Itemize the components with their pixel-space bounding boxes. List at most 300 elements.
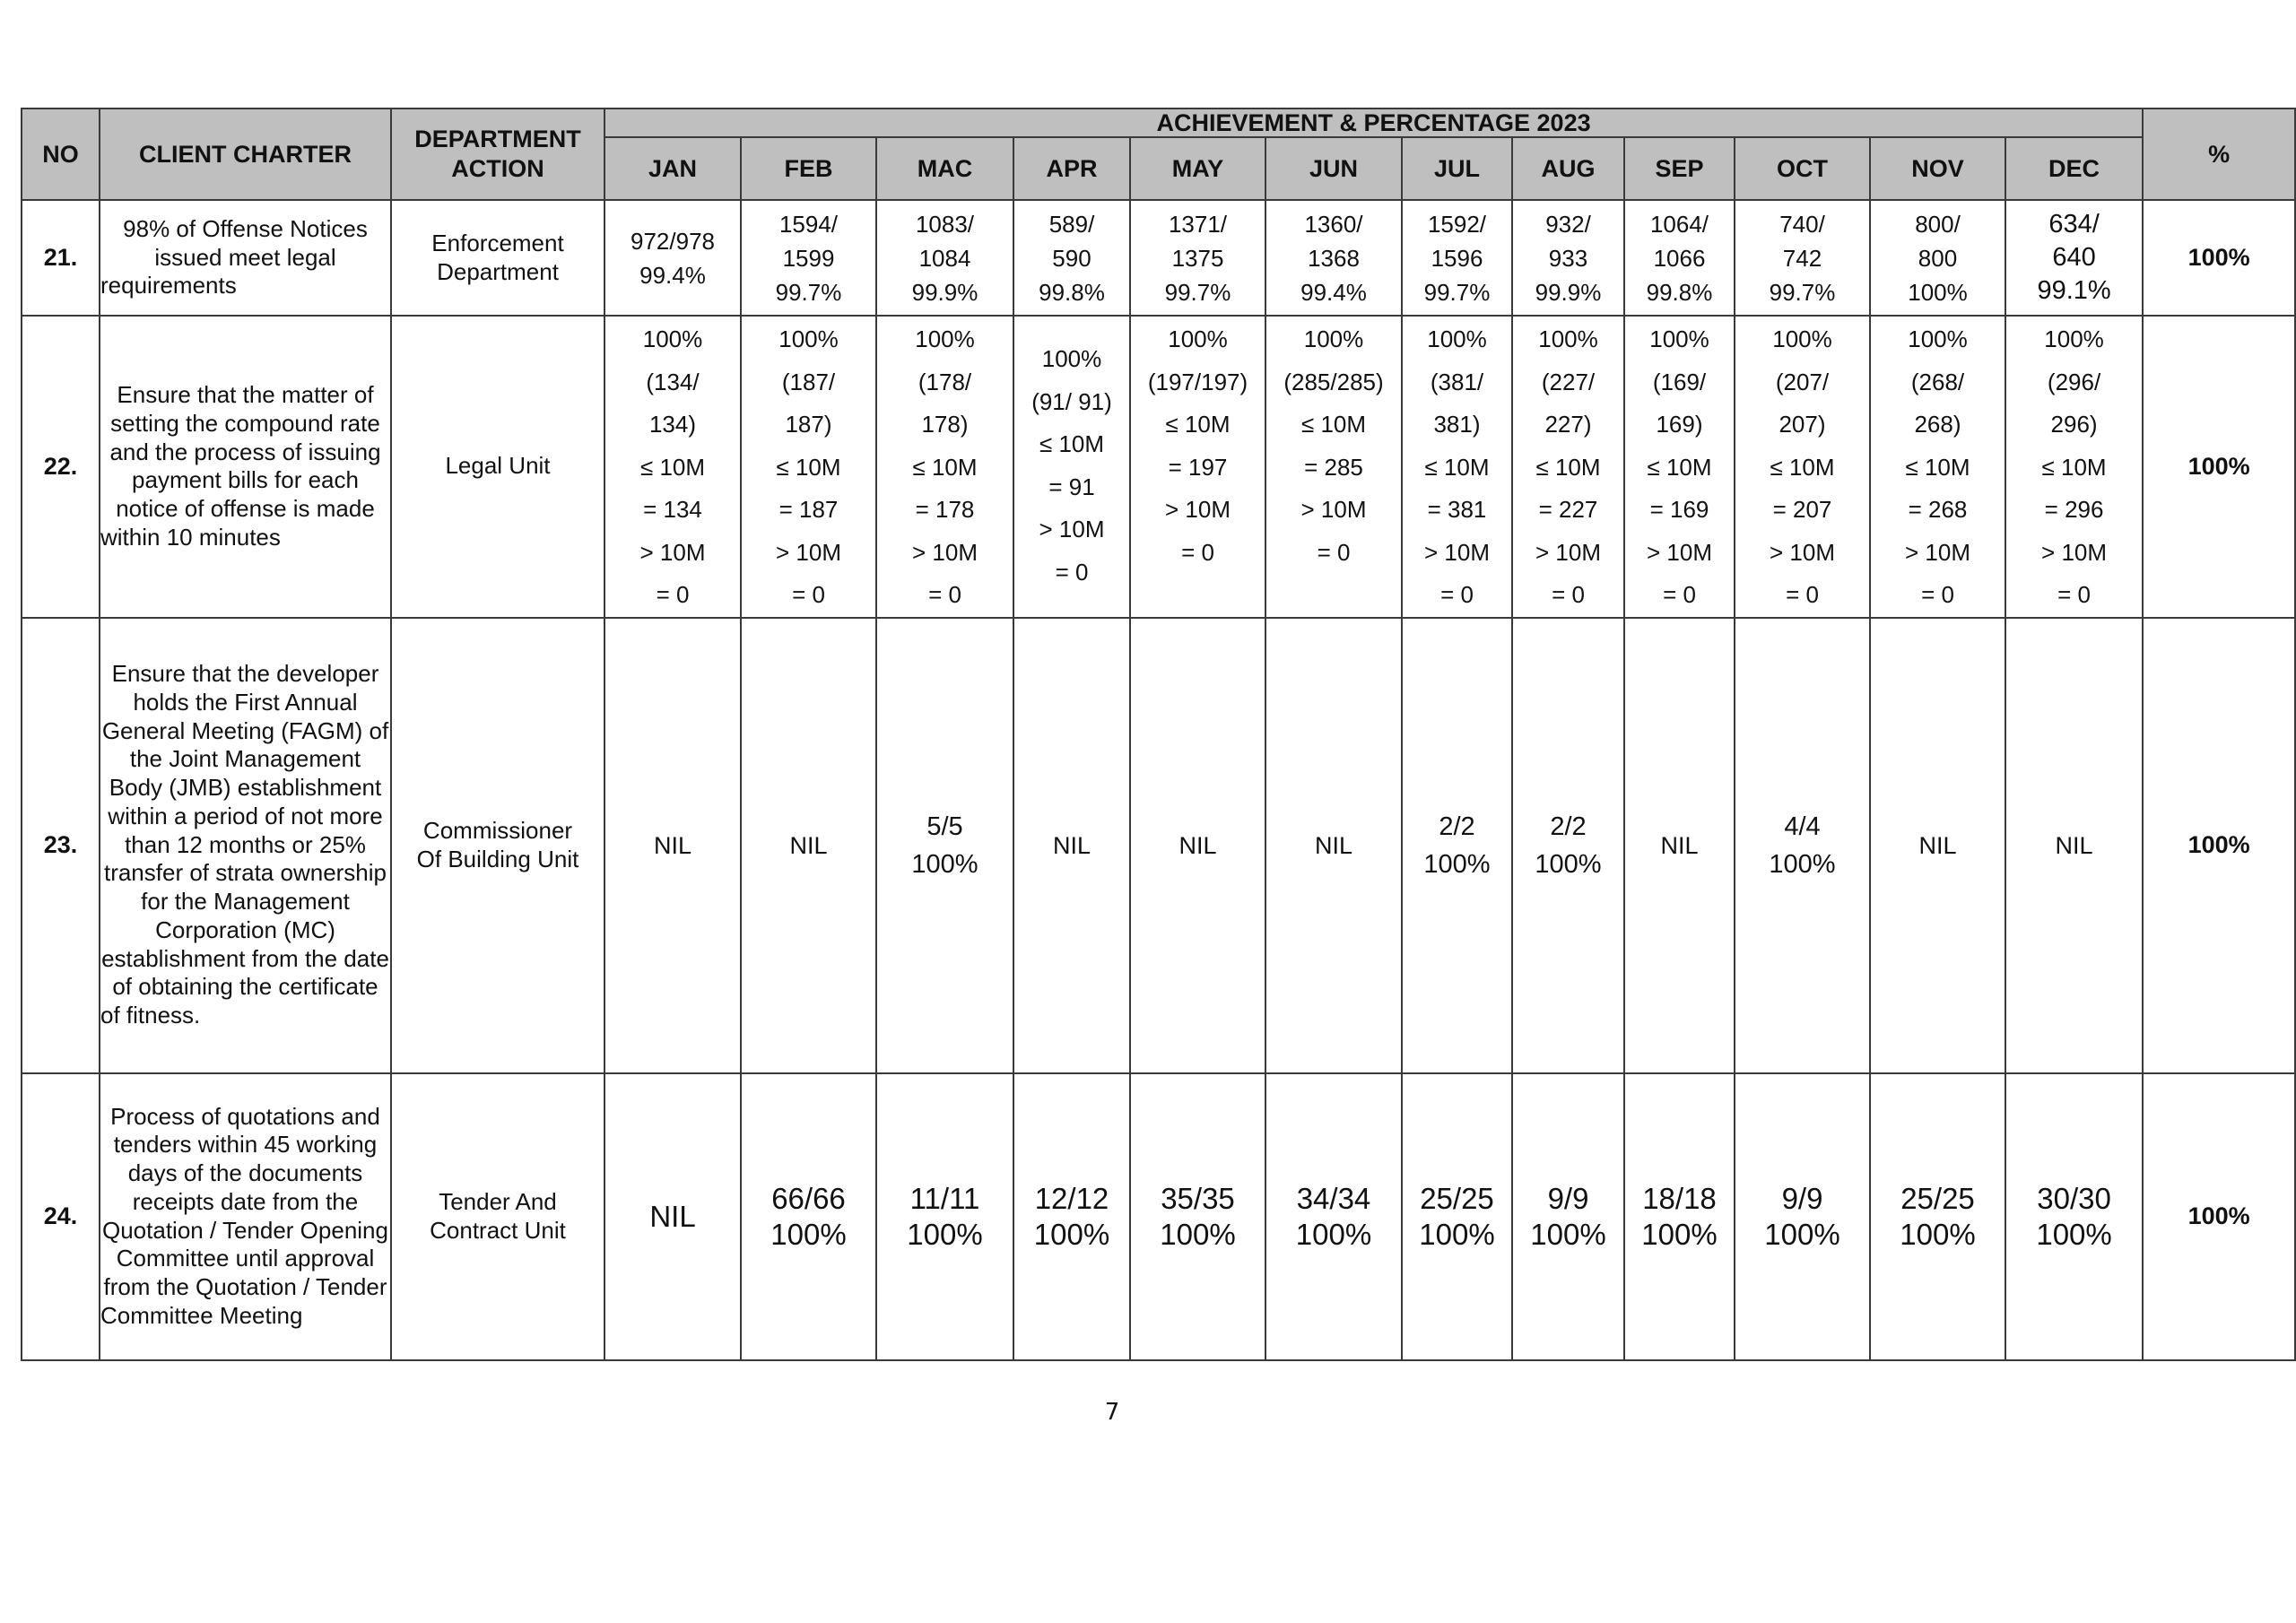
cell-line: 268) <box>1914 411 1961 438</box>
cell-line: 296) <box>2050 411 2098 438</box>
cell-line: 99.4% <box>1300 278 1367 306</box>
month-cell-sep <box>1624 316 1735 618</box>
cell-line: 99.1% <box>2037 276 2111 305</box>
cell-line: 100% <box>1168 325 1228 352</box>
month-cell-mac <box>876 618 1013 1073</box>
cell-line: 100% <box>1419 1217 1495 1251</box>
client-charter-cell: Ensure that the matter of setting the compound rate and the process of issuing payment bills for each notice of offense is made within 10 minutes <box>100 316 391 618</box>
row-number: 24. <box>22 1073 100 1360</box>
cell-line: 99.7% <box>1423 278 1491 306</box>
cell-line: = 0 <box>928 581 961 608</box>
client-charter-table <box>21 108 2296 1361</box>
table-row <box>22 316 2295 618</box>
header-month-dec: DEC <box>2005 137 2143 200</box>
row-number: 22. <box>22 316 100 618</box>
cell-line: 100% <box>1649 325 1709 352</box>
cell-line: 100% <box>911 849 978 879</box>
cell-line: 100% <box>1908 278 1968 306</box>
month-cell-aug <box>1512 316 1624 618</box>
cell-line: ≤ 10M <box>776 453 841 481</box>
cell-value <box>877 318 1013 617</box>
table-body <box>22 200 2295 1360</box>
cell-value <box>1735 207 1869 309</box>
month-cell-jul <box>1402 316 1512 618</box>
cell-line: 381) <box>1433 411 1481 438</box>
month-cell-jan <box>604 316 741 618</box>
cell-line: = 91 <box>1048 473 1095 500</box>
month-cell-aug <box>1512 1073 1624 1360</box>
cell-line: (178/ <box>918 368 972 395</box>
month-cell-dec <box>2005 200 2143 316</box>
header-month-aug: AUG <box>1512 137 1624 200</box>
cell-line: 99.7% <box>1164 278 1231 306</box>
cell-line: (285/285) <box>1283 368 1384 395</box>
cell-line: 1066 <box>1653 244 1706 272</box>
cell-line: 800/ <box>1915 210 1961 238</box>
cell-line: 34/34 <box>1296 1181 1371 1215</box>
header-month-may: MAY <box>1130 137 1265 200</box>
cell-value <box>605 1199 740 1235</box>
month-cell-apr <box>1013 316 1130 618</box>
cell-value <box>1871 1181 2005 1253</box>
cell-line: NIL <box>649 1199 696 1233</box>
cell-value <box>2006 827 2142 864</box>
cell-line: 99.7% <box>775 278 842 306</box>
cell-value <box>1131 207 1265 309</box>
cell-line: NIL <box>653 831 692 859</box>
header-client-charter: CLIENT CHARTER <box>100 108 391 200</box>
cell-line: = 207 <box>1772 496 1832 523</box>
cell-value <box>1513 808 1623 883</box>
cell-value <box>1266 827 1401 864</box>
cell-line: 9/9 <box>1547 1181 1589 1215</box>
cell-value <box>1014 207 1129 309</box>
cell-line: = 187 <box>778 496 839 523</box>
department-line: Enforcement <box>431 229 564 256</box>
cell-value <box>742 827 875 864</box>
cell-line: ≤ 10M <box>912 453 978 481</box>
month-cell-aug <box>1512 200 1624 316</box>
cell-value <box>1131 827 1265 864</box>
cell-line: 1596 <box>1431 244 1483 272</box>
month-cell-feb <box>741 200 876 316</box>
month-cell-oct <box>1735 316 1870 618</box>
cell-line: = 0 <box>1663 581 1696 608</box>
header-department-action <box>391 108 604 200</box>
cell-value <box>1014 1181 1129 1253</box>
cell-line: 2/2 <box>1439 812 1475 841</box>
month-cell-may <box>1130 316 1265 618</box>
month-cell-dec <box>2005 1073 2143 1360</box>
cell-value <box>605 318 740 617</box>
cell-value <box>1403 1181 1511 1253</box>
month-cell-may <box>1130 618 1265 1073</box>
cell-line: 18/18 <box>1642 1181 1717 1215</box>
cell-line: 634/ <box>2048 210 2100 239</box>
department-cell <box>391 316 604 618</box>
cell-line: NIL <box>1052 831 1091 859</box>
month-cell-may <box>1130 1073 1265 1360</box>
cell-value <box>2006 208 2142 308</box>
cell-line: 589/ <box>1048 210 1095 238</box>
cell-line: = 0 <box>1317 538 1351 566</box>
cell-line: 742 <box>1782 244 1822 272</box>
header-percent: % <box>2143 108 2295 200</box>
cell-line: = 296 <box>2044 496 2104 523</box>
cell-line: 1375 <box>1171 244 1224 272</box>
cell-line: 100% <box>1641 1217 1718 1251</box>
department-cell <box>391 1073 604 1360</box>
cell-line: > 10M <box>1905 538 1970 566</box>
cell-line: 100% <box>1160 1217 1236 1251</box>
client-charter-cell: 98% of Offense Notices issued meet legal requirements <box>100 200 391 316</box>
cell-line: 1592/ <box>1427 210 1487 238</box>
cell-value <box>1513 207 1623 309</box>
cell-line: > 10M <box>1039 516 1105 542</box>
cell-line: = 0 <box>1181 538 1214 566</box>
total-percent-cell: 100% <box>2143 618 2295 1073</box>
cell-line: 100% <box>642 325 703 352</box>
cell-value <box>1735 318 1869 617</box>
month-cell-sep <box>1624 200 1735 316</box>
month-cell-jul <box>1402 1073 1512 1360</box>
cell-line: (227/ <box>1541 368 1596 395</box>
cell-value <box>742 1181 875 1253</box>
cell-line: 9/9 <box>1781 1181 1823 1215</box>
cell-line: 100% <box>1538 325 1598 352</box>
month-cell-mac <box>876 316 1013 618</box>
row-number: 21. <box>22 200 100 316</box>
cell-line: (296/ <box>2047 368 2101 395</box>
header-achievement-group: ACHIEVEMENT & PERCENTAGE 2023 <box>604 108 2143 137</box>
cell-line: 100% <box>1303 325 1364 352</box>
department-line: Department <box>437 257 559 285</box>
cell-value <box>877 207 1013 309</box>
cell-line: 100% <box>1423 849 1491 879</box>
cell-line: NIL <box>2055 831 2093 859</box>
month-cell-jan <box>604 200 741 316</box>
cell-line: ≤ 10M <box>1905 453 1970 481</box>
header-month-mac: MAC <box>876 137 1013 200</box>
cell-line: 100% <box>2044 325 2104 352</box>
header-month-oct: OCT <box>1735 137 1870 200</box>
cell-line: 100% <box>1764 1217 1840 1251</box>
cell-line: 66/66 <box>771 1181 846 1215</box>
cell-line: 227) <box>1544 411 1592 438</box>
cell-line: = 134 <box>643 496 702 523</box>
department-cell <box>391 200 604 316</box>
cell-line: 100% <box>1295 1217 1372 1251</box>
header-month-feb: FEB <box>741 137 876 200</box>
cell-value <box>1625 827 1734 864</box>
cell-line: (197/197) <box>1147 368 1248 395</box>
cell-value <box>1403 318 1511 617</box>
total-percent-cell: 100% <box>2143 200 2295 316</box>
cell-line: = 0 <box>1440 581 1474 608</box>
month-cell-feb <box>741 316 876 618</box>
month-cell-jun <box>1265 1073 1402 1360</box>
month-cell-jun <box>1265 618 1402 1073</box>
cell-line: 1083/ <box>915 210 975 238</box>
cell-value <box>1871 318 2005 617</box>
table-row <box>22 618 2295 1073</box>
month-cell-aug <box>1512 618 1624 1073</box>
cell-line: 11/11 <box>909 1181 980 1215</box>
cell-line: = 0 <box>792 581 825 608</box>
cell-value <box>1625 207 1734 309</box>
month-cell-jun <box>1265 200 1402 316</box>
cell-value <box>877 808 1013 883</box>
cell-line: = 227 <box>1538 496 1598 523</box>
cell-line: (91/ 91) <box>1031 387 1112 415</box>
cell-line: (268/ <box>1910 368 1965 395</box>
cell-value <box>1735 1181 1869 1253</box>
cell-value <box>742 318 875 617</box>
cell-line: 25/25 <box>1900 1181 1975 1215</box>
header-month-jul: JUL <box>1402 137 1512 200</box>
cell-line: (207/ <box>1775 368 1830 395</box>
cell-line: = 285 <box>1304 453 1363 481</box>
cell-line: 1084 <box>918 244 971 272</box>
cell-line: = 169 <box>1649 496 1709 523</box>
month-cell-sep <box>1624 1073 1735 1360</box>
cell-value <box>1513 318 1623 617</box>
cell-line: > 10M <box>639 538 706 566</box>
cell-line: 12/12 <box>1034 1181 1109 1215</box>
cell-line: > 10M <box>1770 538 1835 566</box>
cell-value <box>1266 207 1401 309</box>
cell-line: 1368 <box>1308 244 1360 272</box>
month-cell-mac <box>876 1073 1013 1360</box>
month-cell-oct <box>1735 1073 1870 1360</box>
table-row <box>22 200 2295 316</box>
cell-line: = 0 <box>1786 581 1819 608</box>
cell-line: 100% <box>915 325 975 352</box>
month-cell-dec <box>2005 316 2143 618</box>
cell-line: 99.9% <box>911 278 978 306</box>
cell-line: 1371/ <box>1168 210 1228 238</box>
header-department-line1: DEPARTMENT <box>414 126 581 153</box>
cell-line: 590 <box>1052 244 1091 272</box>
cell-value <box>605 827 740 864</box>
department-line: Contract Unit <box>430 1216 566 1244</box>
cell-line: = 0 <box>2057 581 2091 608</box>
month-cell-jul <box>1402 618 1512 1073</box>
cell-line: 1599 <box>782 244 835 272</box>
month-cell-oct <box>1735 200 1870 316</box>
cell-line: = 0 <box>656 581 690 608</box>
cell-line: 99.4% <box>639 261 706 289</box>
cell-line: = 197 <box>1168 453 1228 481</box>
cell-line: NIL <box>1314 831 1353 859</box>
cell-line: 1594/ <box>778 210 839 238</box>
header-month-sep: SEP <box>1624 137 1735 200</box>
cell-line: ≤ 10M <box>1300 411 1367 438</box>
cell-line: 100% <box>770 1217 847 1251</box>
month-cell-nov <box>1870 1073 2005 1360</box>
cell-line: 187) <box>785 411 832 438</box>
cell-line: 740/ <box>1779 210 1825 238</box>
cell-line: > 10M <box>1300 496 1367 523</box>
cell-line: ≤ 10M <box>1647 453 1712 481</box>
cell-value <box>2006 1181 2142 1253</box>
month-cell-feb <box>741 1073 876 1360</box>
cell-line: (134/ <box>646 368 700 395</box>
cell-line: 100% <box>1900 1217 1976 1251</box>
cell-line: 800 <box>1918 244 1958 272</box>
cell-line: 134) <box>648 411 697 438</box>
cell-line: 178) <box>921 411 969 438</box>
cell-line: 1064/ <box>1649 210 1709 238</box>
month-cell-feb <box>741 618 876 1073</box>
header-no: NO <box>22 108 100 200</box>
cell-line: 100% <box>1530 1217 1606 1251</box>
department-line: Of Building Unit <box>416 845 579 872</box>
table-header <box>22 108 2295 200</box>
month-cell-may <box>1130 200 1265 316</box>
cell-value <box>1131 318 1265 574</box>
cell-line: 100% <box>907 1217 983 1251</box>
month-cell-nov <box>1870 316 2005 618</box>
cell-value <box>1131 1181 1265 1253</box>
client-charter-cell: Ensure that the developer holds the First Annual General Meeting (FAGM) of the Joint Management Body (JMB) establishment within a period of not more than 12 months or 25% transfer of strata ownership for the Management Corporation (MC) establishment from the date of obtaining the certificate of fitness. <box>100 618 391 1073</box>
cell-line: = 0 <box>1055 558 1089 586</box>
month-cell-dec <box>2005 618 2143 1073</box>
header-row-1 <box>22 108 2295 137</box>
cell-line: 100% <box>778 325 839 352</box>
cell-line: = 0 <box>1552 581 1585 608</box>
header-month-jun: JUN <box>1265 137 1402 200</box>
cell-value <box>742 207 875 309</box>
cell-value <box>1266 1181 1401 1253</box>
cell-line: 30/30 <box>2037 1181 2111 1215</box>
cell-line: = 381 <box>1427 496 1487 523</box>
page-number: 7 <box>1104 1399 1120 1426</box>
cell-line: 100% <box>1908 325 1968 352</box>
total-percent-cell: 100% <box>2143 1073 2295 1360</box>
cell-line: 99.9% <box>1535 278 1602 306</box>
cell-line: = 268 <box>1908 496 1968 523</box>
cell-line: 1360/ <box>1304 210 1363 238</box>
cell-line: (187/ <box>781 368 836 395</box>
month-cell-nov <box>1870 618 2005 1073</box>
cell-line: NIL <box>1178 831 1217 859</box>
cell-line: 169) <box>1656 411 1703 438</box>
header-month-jan: JAN <box>604 137 741 200</box>
month-cell-jan <box>604 618 741 1073</box>
cell-line: 100% <box>1041 345 1102 372</box>
month-cell-apr <box>1013 1073 1130 1360</box>
cell-line: ≤ 10M <box>639 453 706 481</box>
client-charter-cell: Process of quotations and tenders within 45 working days of the documents receipts date from the Quotation / Tender Opening Committee until approval from the Quotation / Tender Committee Meeting <box>100 1073 391 1360</box>
cell-value <box>1871 207 2005 309</box>
cell-line: 35/35 <box>1161 1181 1235 1215</box>
month-cell-jun <box>1265 316 1402 618</box>
cell-value <box>1266 318 1401 574</box>
month-cell-apr <box>1013 618 1130 1073</box>
cell-line: NIL <box>1660 831 1699 859</box>
month-cell-jan <box>604 1073 741 1360</box>
cell-line: 99.7% <box>1769 278 1836 306</box>
department-cell <box>391 618 604 1073</box>
cell-line: 100% <box>1427 325 1487 352</box>
month-cell-nov <box>1870 200 2005 316</box>
cell-value <box>1871 827 2005 864</box>
month-cell-sep <box>1624 618 1735 1073</box>
cell-line: > 10M <box>2041 538 2108 566</box>
cell-line: 2/2 <box>1550 812 1587 841</box>
cell-line: 207) <box>1779 411 1826 438</box>
cell-line: 100% <box>2036 1217 2112 1251</box>
cell-line: 99.8% <box>1039 278 1105 306</box>
cell-line: (381/ <box>1430 368 1484 395</box>
cell-value <box>1014 318 1129 594</box>
cell-line: 25/25 <box>1420 1181 1494 1215</box>
cell-value <box>1403 207 1511 309</box>
cell-line: 972/978 <box>631 227 715 255</box>
month-cell-oct <box>1735 618 1870 1073</box>
cell-line: ≤ 10M <box>2041 453 2107 481</box>
header-department-line2: ACTION <box>451 155 544 182</box>
cell-line: ≤ 10M <box>1039 430 1105 457</box>
month-cell-mac <box>876 200 1013 316</box>
cell-line: ≤ 10M <box>1424 453 1490 481</box>
department-line: Legal Unit <box>445 452 551 480</box>
cell-line: > 10M <box>912 538 978 566</box>
cell-line: > 10M <box>1535 538 1601 566</box>
cell-line: > 10M <box>1165 496 1231 523</box>
cell-value <box>1014 827 1129 864</box>
row-number: 23. <box>22 618 100 1073</box>
cell-line: 100% <box>1772 325 1832 352</box>
cell-line: 932/ <box>1545 210 1591 238</box>
cell-line: 4/4 <box>1784 812 1821 841</box>
cell-value <box>1735 808 1869 883</box>
cell-line: 640 <box>2052 243 2096 272</box>
cell-line: NIL <box>789 831 828 859</box>
cell-line: ≤ 10M <box>1535 453 1601 481</box>
cell-line: 99.8% <box>1646 278 1713 306</box>
cell-line: 100% <box>1033 1217 1110 1251</box>
department-line: Commissioner <box>422 816 573 844</box>
cell-line: = 0 <box>1921 581 1954 608</box>
cell-line: (169/ <box>1652 368 1707 395</box>
department-line: Tender And <box>439 1187 557 1215</box>
cell-line: > 10M <box>1424 538 1490 566</box>
month-cell-jul <box>1402 200 1512 316</box>
cell-value <box>877 1181 1013 1253</box>
cell-line: = 178 <box>915 496 975 523</box>
total-percent-cell: 100% <box>2143 316 2295 618</box>
cell-line: 5/5 <box>926 812 963 841</box>
month-cell-apr <box>1013 200 1130 316</box>
cell-line: 100% <box>1535 849 1602 879</box>
cell-line: 100% <box>1769 849 1836 879</box>
cell-value <box>1625 318 1734 617</box>
cell-value <box>1625 1181 1734 1253</box>
header-month-nov: NOV <box>1870 137 2005 200</box>
cell-value <box>1513 1181 1623 1253</box>
table-row <box>22 1073 2295 1360</box>
cell-value <box>1403 808 1511 883</box>
cell-line: NIL <box>1918 831 1957 859</box>
header-month-apr: APR <box>1013 137 1130 200</box>
cell-value <box>605 224 740 292</box>
cell-line: > 10M <box>776 538 841 566</box>
cell-line: ≤ 10M <box>1165 411 1231 438</box>
cell-value <box>2006 318 2142 617</box>
cell-line: > 10M <box>1647 538 1712 566</box>
